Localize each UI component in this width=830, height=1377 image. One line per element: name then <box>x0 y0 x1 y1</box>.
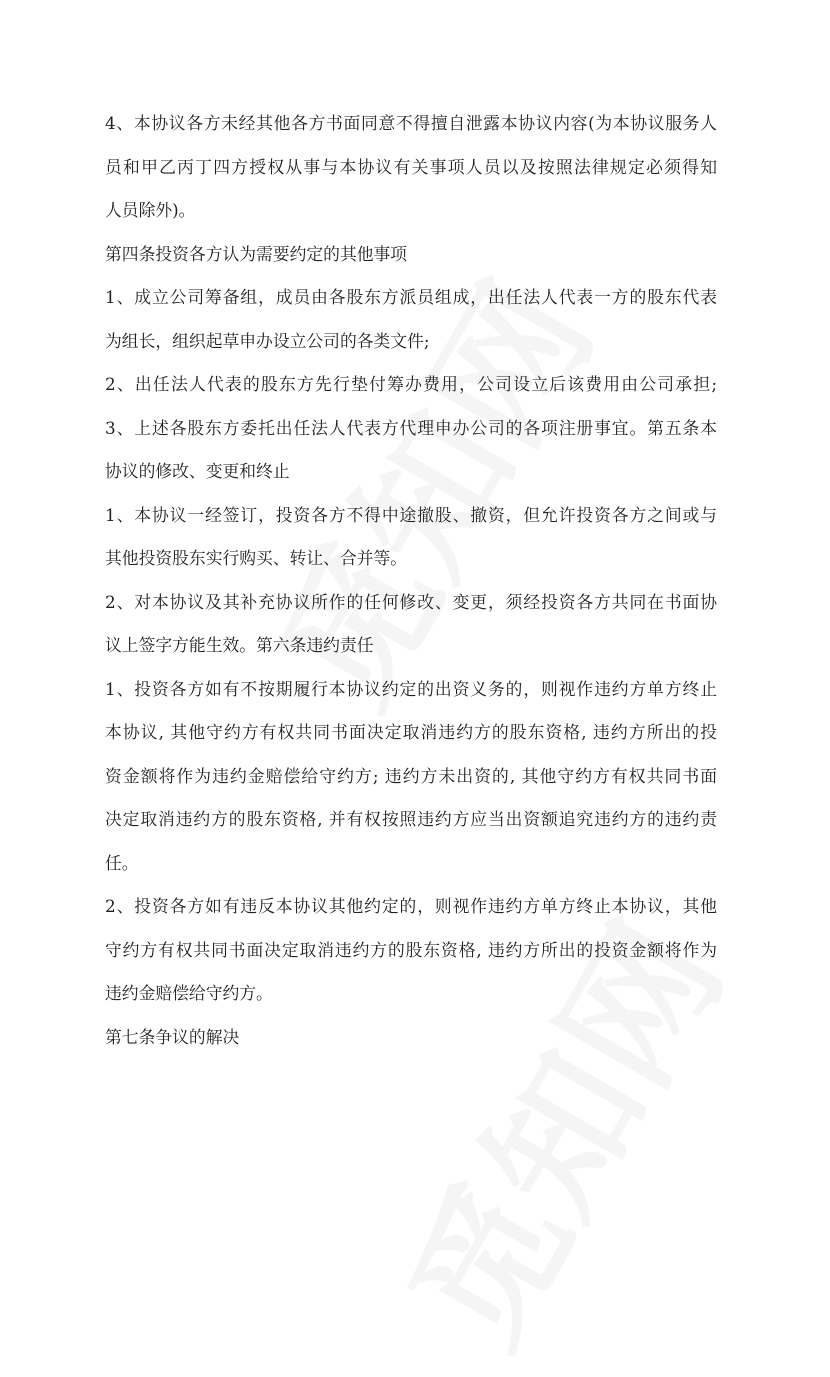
text-line: 2、对本协议及其补充协议所作的任何修改、变更，须经投资各方共同在书面协 <box>105 591 717 612</box>
text-line: 人员除外)。 <box>105 200 196 220</box>
text-line: 议上签字方能生效。第六条违约责任 <box>105 635 374 655</box>
text-line: 第七条争议的解决 <box>105 1026 240 1047</box>
text-line: 1、投资各方如有不按期履行本协议约定的出资义务的，则视作违约方单方终止 <box>105 678 717 699</box>
text-line: 任。 <box>105 852 139 873</box>
text-line: 员和甲乙丙丁四方授权从事与本协议有关事项人员以及按照法律规定必须得知 <box>105 156 717 177</box>
document-body <box>105 102 717 1059</box>
text-line: 违约金赔偿给守约方。 <box>105 983 273 1003</box>
text-line: 1、成立公司筹备组，成员由各股东方派员组成，出任法人代表一方的股东代表 <box>105 287 717 307</box>
text-line: 本协议, 其他守约方有权共同书面决定取消违约方的股东资格, 违约方所出的投 <box>105 722 717 742</box>
text-line: 为组长，组织起草申办设立公司的各类文件; <box>105 330 430 351</box>
text-line: 决定取消违约方的股东资格, 并有权按照违约方应当出资额追究违约方的违约责 <box>105 809 717 829</box>
text-line: 第四条投资各方认为需要约定的其他事项 <box>105 243 408 264</box>
text-line: 守约方有权共同书面决定取消违约方的股东资格, 违约方所出的投资金额将作为 <box>105 939 717 960</box>
text-line: 2、投资各方如有违反本协议其他约定的，则视作违约方单方终止本协议，其他 <box>105 896 717 916</box>
text-line: 1、本协议一经签订，投资各方不得中途撤股、撤资，但允许投资各方之间或与 <box>105 504 717 525</box>
text-line: 2、出任法人代表的股东方先行垫付筹办费用，公司设立后该费用由公司承担; <box>105 374 717 394</box>
text-line: 3、上述各股东方委托出任法人代表方代理申办公司的各项注册事宜。第五条本 <box>105 417 717 438</box>
text-line: 其他投资股东实行购买、转让、合并等。 <box>105 548 408 568</box>
text-line: 4、本协议各方未经其他各方书面同意不得擅自泄露本协议内容(为本协议服务人 <box>105 113 717 133</box>
text-line: 协议的修改、变更和终止 <box>105 461 290 481</box>
text-line: 资金额将作为违约金赔偿给守约方; 违约方未出资的, 其他守约方有权共同书面 <box>105 765 717 786</box>
